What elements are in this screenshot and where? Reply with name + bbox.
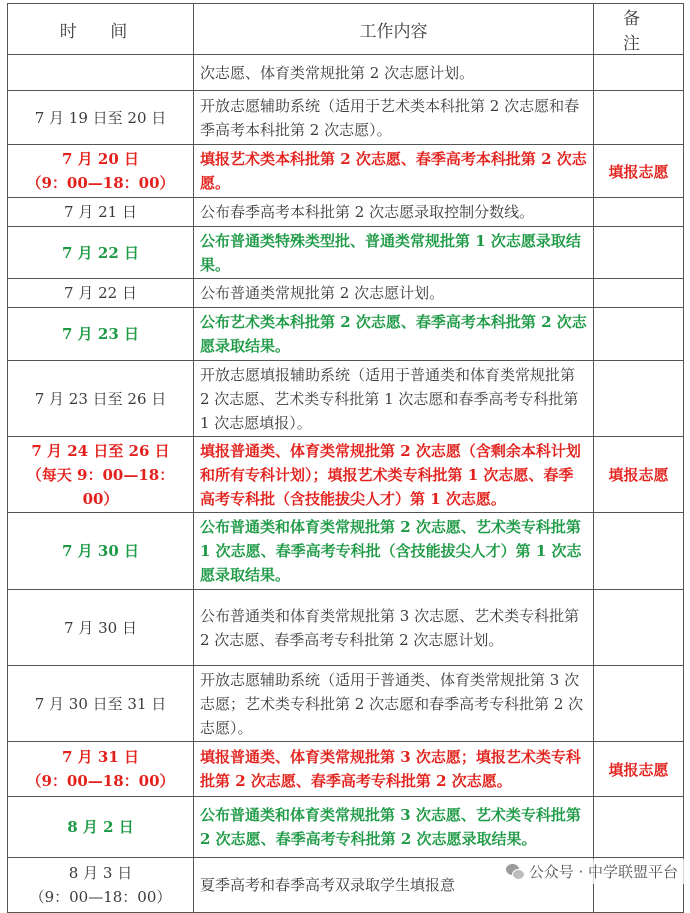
row-time <box>8 55 194 91</box>
row-time: 7 月 30 日 <box>8 513 194 590</box>
row-content: 公布艺术类本科批第 2 次志愿、春季高考本科批第 2 次志愿录取结果。 <box>194 308 594 361</box>
table-row <box>8 513 684 590</box>
row-content: 开放志愿填报辅助系统（适用于普通类和体育类常规批第 2 次志愿、艺术类专科批第 1 次志愿和春季高考专科批第 1 次志愿填报）。 <box>194 361 594 437</box>
row-note <box>594 198 684 227</box>
row-content: 开放志愿辅助系统（适用于普通类、体育类常规批第 3 次志愿；艺术类专科批第 2 次志愿和春季高考专科批第 2 次志愿）。 <box>194 666 594 742</box>
row-hours: （9：00—18：00） <box>26 772 175 790</box>
table-row <box>8 279 684 308</box>
row-time: 7 月 30 日至 31 日 <box>8 666 194 742</box>
header-content: 工作内容 <box>194 4 594 55</box>
table-row <box>8 590 684 666</box>
row-hours: （9：00—18：00） <box>29 888 172 906</box>
row-note <box>594 513 684 590</box>
row-note <box>594 308 684 361</box>
row-note <box>594 590 684 666</box>
row-note <box>594 797 684 858</box>
row-time: 7 月 22 日 <box>8 279 194 308</box>
row-hours: （每天 9：00—18：00） <box>26 465 175 508</box>
row-time <box>8 145 194 198</box>
table-row <box>8 797 684 858</box>
row-note <box>594 227 684 279</box>
row-date: 7 月 20 日 <box>62 150 139 168</box>
row-time <box>8 742 194 797</box>
row-note: 填报志愿 <box>594 145 684 198</box>
watermark-text: 公众号 · 中学联盟平台 <box>528 863 678 881</box>
table-row <box>8 742 684 797</box>
row-note <box>594 666 684 742</box>
row-content: 开放志愿辅助系统（适用于艺术类本科批第 2 次志愿和春季高考本科批第 2 次志愿）。 <box>194 91 594 145</box>
row-content: 次志愿、体育类常规批第 2 次志愿计划。 <box>194 55 594 91</box>
row-time: 7 月 19 日至 20 日 <box>8 91 194 145</box>
row-time: 7 月 23 日 <box>8 308 194 361</box>
wechat-icon <box>506 863 524 881</box>
row-content: 公布春季高考本科批第 2 次志愿录取控制分数线。 <box>194 198 594 227</box>
row-content: 公布普通类和体育类常规批第 3 次志愿、艺术类专科批第 2 次志愿、春季高考专科批第 2 次志愿录取结果。 <box>194 797 594 858</box>
row-content: 填报普通类、体育类常规批第 2 次志愿（含剩余本科计划和所有专科计划）；填报艺术类专科批第 1 次志愿、春季高考专科批（含技能拔尖人才）第 1 次志愿。 <box>194 437 594 513</box>
table-row <box>8 55 684 91</box>
row-date: 8 月 3 日 <box>68 864 133 882</box>
header-row <box>8 4 684 55</box>
table-row <box>8 227 684 279</box>
table-row <box>8 308 684 361</box>
watermark <box>500 859 684 884</box>
row-time: 7 月 22 日 <box>8 227 194 279</box>
table-row <box>8 361 684 437</box>
row-time <box>8 437 194 513</box>
row-note <box>594 55 684 91</box>
schedule-table <box>7 3 684 913</box>
row-note: 填报志愿 <box>594 742 684 797</box>
header-time: 时 间 <box>8 4 194 55</box>
row-time: 7 月 21 日 <box>8 198 194 227</box>
row-note: 填报志愿 <box>594 437 684 513</box>
row-date: 7 月 31 日 <box>62 748 139 766</box>
row-content: 公布普通类和体育类常规批第 3 次志愿、艺术类专科批第 2 次志愿、春季高考专科批第 2 次志愿计划。 <box>194 590 594 666</box>
row-content: 公布普通类特殊类型批、普通类常规批第 1 次志愿录取结果。 <box>194 227 594 279</box>
row-time: 7 月 23 日至 26 日 <box>8 361 194 437</box>
table-row <box>8 666 684 742</box>
row-content: 填报普通类、体育类常规批第 3 次志愿；填报艺术类专科批第 2 次志愿、春季高考专科批第 2 次志愿。 <box>194 742 594 797</box>
table-row <box>8 145 684 198</box>
row-date: 7 月 24 日至 26 日 <box>31 441 170 460</box>
row-time <box>8 858 194 913</box>
row-note <box>594 361 684 437</box>
table-row <box>8 91 684 145</box>
row-content: 公布普通类常规批第 2 次志愿计划。 <box>194 279 594 308</box>
row-content: 填报艺术类本科批第 2 次志愿、春季高考本科批第 2 次志愿。 <box>194 145 594 198</box>
row-content: 夏季高考和春季高考双录取学生填报意 <box>194 858 594 913</box>
row-note <box>594 279 684 308</box>
row-time: 7 月 30 日 <box>8 590 194 666</box>
table-row <box>8 437 684 513</box>
row-note <box>594 91 684 145</box>
row-hours: （9：00—18：00） <box>26 174 175 192</box>
table-row <box>8 198 684 227</box>
header-note: 备 注 <box>594 4 684 55</box>
row-content: 公布普通类和体育类常规批第 2 次志愿、艺术类专科批第 1 次志愿、春季高考专科批（含技能拔尖人才）第 1 次志愿录取结果。 <box>194 513 594 590</box>
row-time: 8 月 2 日 <box>8 797 194 858</box>
